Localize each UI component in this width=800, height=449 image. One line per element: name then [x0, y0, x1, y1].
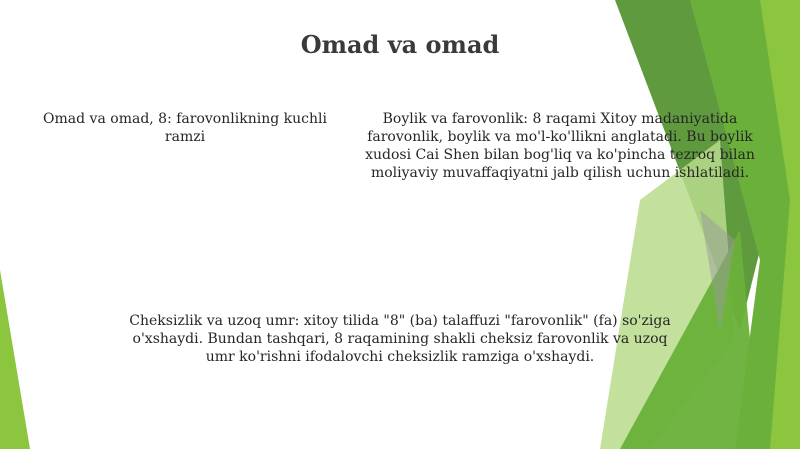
left-text: Omad va omad, 8: farovonlikning kuchli ramzi: [43, 111, 327, 145]
left-green-shape: [0, 270, 30, 449]
slide-title: Omad va omad: [300, 30, 500, 59]
right-text: Boylik va farovonlik: 8 raqami Xitoy madaniyatida farovonlik, boylik va mo'l-ko'llikni anglatadi. Bu boylik xudosi Cai Shen bilan bog'liq va ko'pincha tezroq bilan moliyaviy muvaffaqiyatni jalb qilish uchun ishlatiladi.: [365, 111, 755, 181]
bottom-text: Cheksizlik va uzoq umr: xitoy tilida "8" (ba) talaffuzi "farovonlik" (fa) so'ziga o'xshaydi. Bundan tashqari, 8 raqamining shakli cheksiz farovonlik va uzoq umr ko'rishni ifodalovchi cheksizlik ramziga o'xshaydi.: [129, 313, 671, 365]
